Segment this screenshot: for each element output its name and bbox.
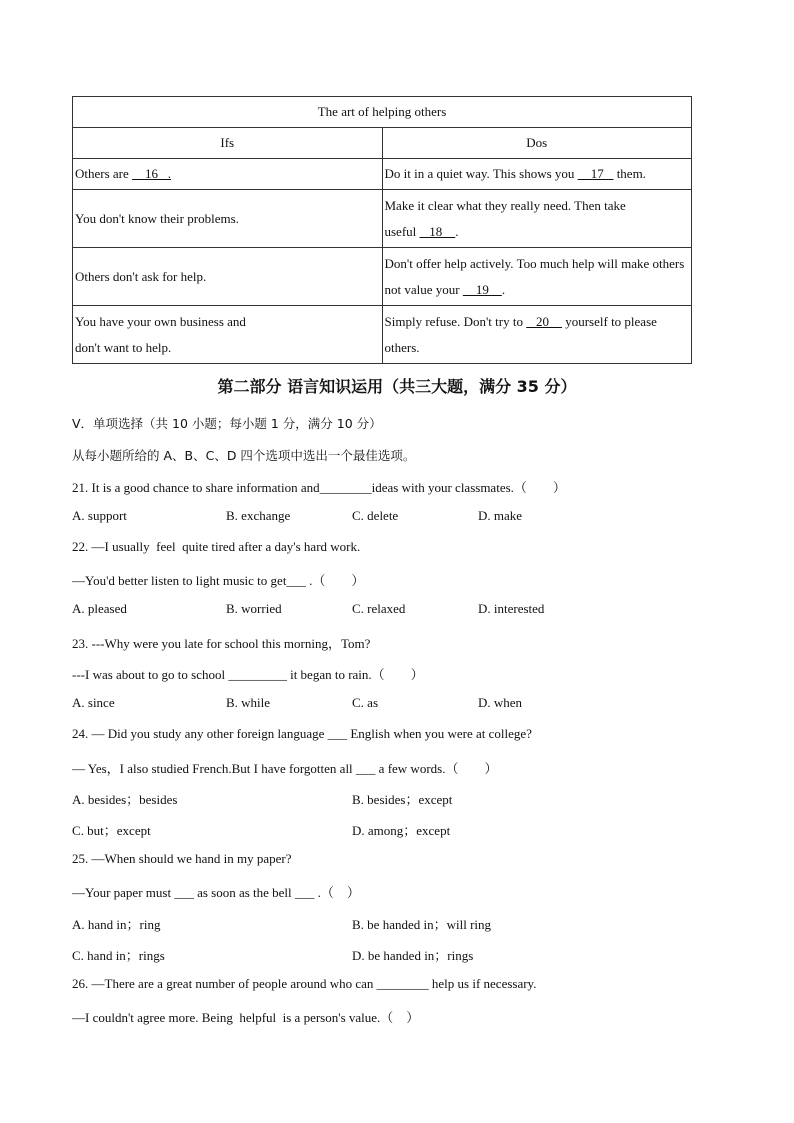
question-22: 22. —I usually feel quite tired after a day's hard work. [72, 539, 361, 554]
option-c: C. relaxed [352, 601, 406, 616]
option-d: D. when [478, 695, 523, 710]
question-26: 26. —There are a great number of people around who can ________ help us if necessary. [72, 976, 537, 991]
option-c: C. as [352, 695, 378, 710]
question-23: 23. ---Why were you late for school this morning，Tom? [72, 636, 371, 651]
question-23-reply: ---I was about to go to school _________ it began to rain.（ ） [72, 667, 424, 682]
part-heading: V．单项选择（共 10 小题；每小题 1 分，满分 10 分） [72, 416, 382, 431]
table-cell-if: Others don't ask for help. [73, 248, 383, 306]
blank-17: 17 [577, 166, 614, 181]
blank-19: 19 [462, 281, 502, 297]
instruction-text: 从每小题所给的 A、B、C、D 四个选项中选出一个最佳选项。 [72, 448, 416, 463]
question-25-reply: —Your paper must ___ as soon as the bell ___ .（ ） [72, 885, 360, 900]
table-row [73, 248, 692, 306]
blank-20: 20 [526, 313, 562, 329]
option-b: B. be handed in；will ring [352, 917, 492, 932]
option-d: D. among；except [352, 823, 451, 838]
table-header-dos: Dos [382, 128, 692, 159]
blank-18: 18 [419, 223, 456, 239]
table-cell-if: You don't know their problems. [73, 190, 383, 248]
blank-16: 16 . [132, 166, 172, 181]
section-title: 第二部分 语言知识运用（共三大题，满分 35 分） [217, 377, 577, 396]
option-b: B. worried [226, 601, 282, 616]
table-cell-do: Simply refuse. Don't try to 20 yourself to please others. [382, 306, 692, 364]
option-a: A. hand in；ring [72, 917, 161, 932]
option-a: A. since [72, 695, 115, 710]
question-21: 21. It is a good chance to share information and________ideas with your classmates.（ ） [72, 480, 566, 495]
option-b: B. besides；except [352, 792, 453, 807]
table-cell-do: Make it clear what they really need. Then take useful 18 . [382, 190, 692, 248]
table-row [73, 306, 692, 364]
option-d: D. be handed in；rings [352, 948, 474, 963]
option-a: A. pleased [72, 601, 127, 616]
question-26-reply: —I couldn't agree more. Being helpful is a person's value.（ ） [72, 1010, 420, 1025]
option-d: D. make [478, 508, 523, 523]
table-row [73, 159, 692, 190]
table-header-ifs: Ifs [73, 128, 383, 159]
option-a: A. besides；besides [72, 792, 178, 807]
table-cell-if: Others are 16 . [73, 159, 383, 190]
option-c: C. delete [352, 508, 399, 523]
question-24-reply: — Yes，I also studied French.But I have forgotten all ___ a few words.（ ） [72, 761, 498, 776]
option-c: C. hand in；rings [72, 948, 165, 963]
table-title: The art of helping others [73, 97, 692, 128]
question-25: 25. —When should we hand in my paper? [72, 851, 292, 866]
art-of-helping-table [72, 96, 692, 364]
table-cell-do: Do it in a quiet way. This shows you 17 them. [382, 159, 692, 190]
option-a: A. support [72, 508, 127, 523]
question-24: 24. — Did you study any other foreign language ___ English when you were at college? [72, 726, 532, 741]
table-cell-if: You have your own business and don't want to help. [73, 306, 383, 364]
option-c: C. but；except [72, 823, 151, 838]
option-b: B. while [226, 695, 271, 710]
table-row [73, 190, 692, 248]
question-22-reply: —You'd better listen to light music to get___ .（ ） [72, 573, 365, 588]
option-b: B. exchange [226, 508, 291, 523]
option-d: D. interested [478, 601, 545, 616]
table-cell-do: Don't offer help actively. Too much help will make others not value your 19 . [382, 248, 692, 306]
